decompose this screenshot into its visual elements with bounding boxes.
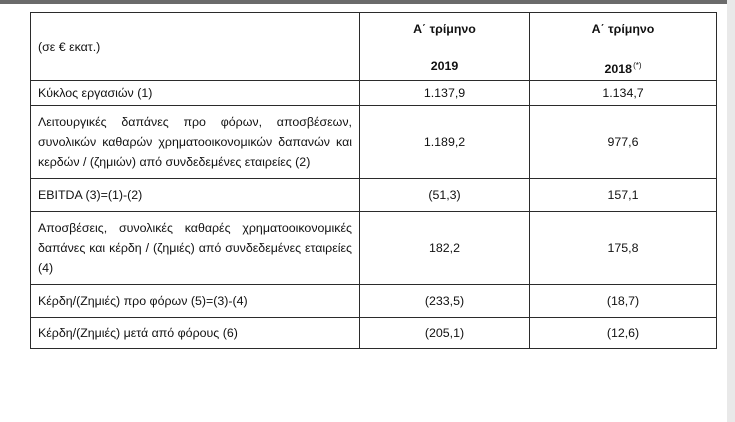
value-2019: 1.189,2 [360,106,530,179]
value-2019: (51,3) [360,179,530,212]
value-2019: (233,5) [360,285,530,318]
column-header-2018-period: Α΄ τρίμηνο [591,22,655,36]
column-header-2018-note: (*) [633,61,642,70]
table-row [31,179,717,212]
column-header-2018-year-wrap [530,56,716,79]
value-2019: 1.137,9 [360,81,530,106]
column-header-2018-year: 2018 [604,62,633,77]
column-header-2019 [360,13,530,81]
value-2018: (12,6) [530,318,717,349]
row-label: Αποσβέσεις, συνολικές καθαρές χρηματοοικονομικές δαπάνες και κέρδη / (ζημιές) από συνδεδεμένες εταιρείες (4) [31,212,360,285]
row-label: EBITDA (3)=(1)-(2) [31,179,360,212]
column-header-2018 [530,13,717,81]
value-2019: 182,2 [360,212,530,285]
value-2019: (205,1) [360,318,530,349]
table-header-row [31,13,717,81]
table-row [31,212,717,285]
value-2018: 977,6 [530,106,717,179]
value-2018: 1.134,7 [530,81,717,106]
table-row [31,318,717,349]
row-label: Κέρδη/(Ζημιές) προ φόρων (5)=(3)-(4) [31,285,360,318]
row-label: Κέρδη/(Ζημιές) μετά από φόρους (6) [31,318,360,349]
scrollbar-track[interactable] [727,0,735,422]
table-row [31,285,717,318]
column-header-2019-year: 2019 [430,59,459,73]
window-top-edge [0,0,735,4]
value-2018: (18,7) [530,285,717,318]
row-label: Λειτουργικές δαπάνες προ φόρων, αποσβέσεων, συνολικών καθαρών χρηματοοικονομικών δαπανών και κερδών / (ζημιών) από συνδεδεμένες εταιρείες (2) [31,106,360,179]
value-2018: 175,8 [530,212,717,285]
value-2018: 157,1 [530,179,717,212]
table-row [31,106,717,179]
table-row [31,81,717,106]
column-header-2019-period: Α΄ τρίμηνο [413,22,476,36]
financial-results-table [30,12,717,349]
row-label: Κύκλος εργασιών (1) [31,81,360,106]
unit-label: (σε € εκατ.) [31,13,360,81]
